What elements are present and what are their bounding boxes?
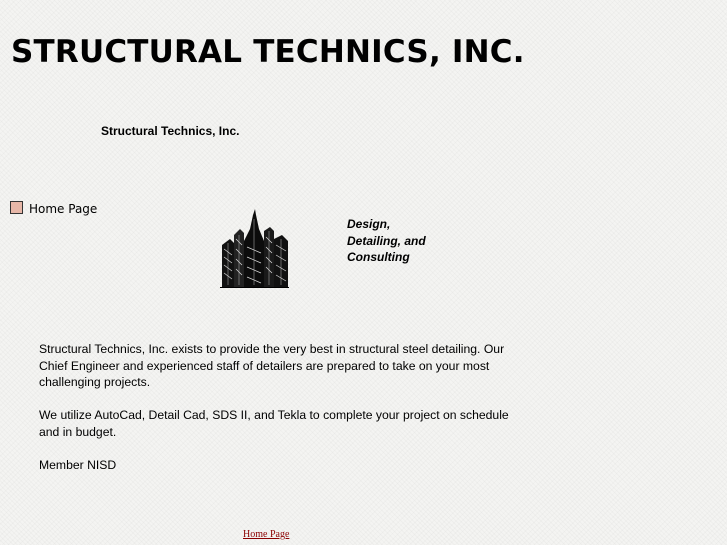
main-content: [39, 341, 519, 490]
nav-home-label: Home Page: [29, 202, 98, 216]
membership-text: Member NISD: [39, 457, 117, 472]
nav-button-box-icon: [10, 201, 23, 214]
footer-home-link[interactable]: Home Page: [243, 529, 290, 540]
tagline: [347, 216, 426, 266]
intro-paragraph: Structural Technics, Inc. exists to provide the very best in structural steel detailing. Our Chief Engineer and experienced staff of detailers are prepared to take on your most challenging projects.: [39, 342, 505, 389]
city-skyline-icon: [220, 209, 289, 288]
software-paragraph: We utilize AutoCad, Detail Cad, SDS II, and Tekla to complete your project on schedule and in budget.: [39, 408, 509, 439]
tagline-line-1: Design,: [347, 217, 391, 231]
company-subtitle: Structural Technics, Inc.: [101, 124, 240, 138]
site-title: STRUCTURAL TECHNICS, INC.: [11, 34, 525, 70]
nav-home-button[interactable]: [10, 199, 97, 216]
tagline-line-2: Detailing, and: [347, 233, 426, 248]
tagline-line-3: Consulting: [347, 250, 410, 264]
